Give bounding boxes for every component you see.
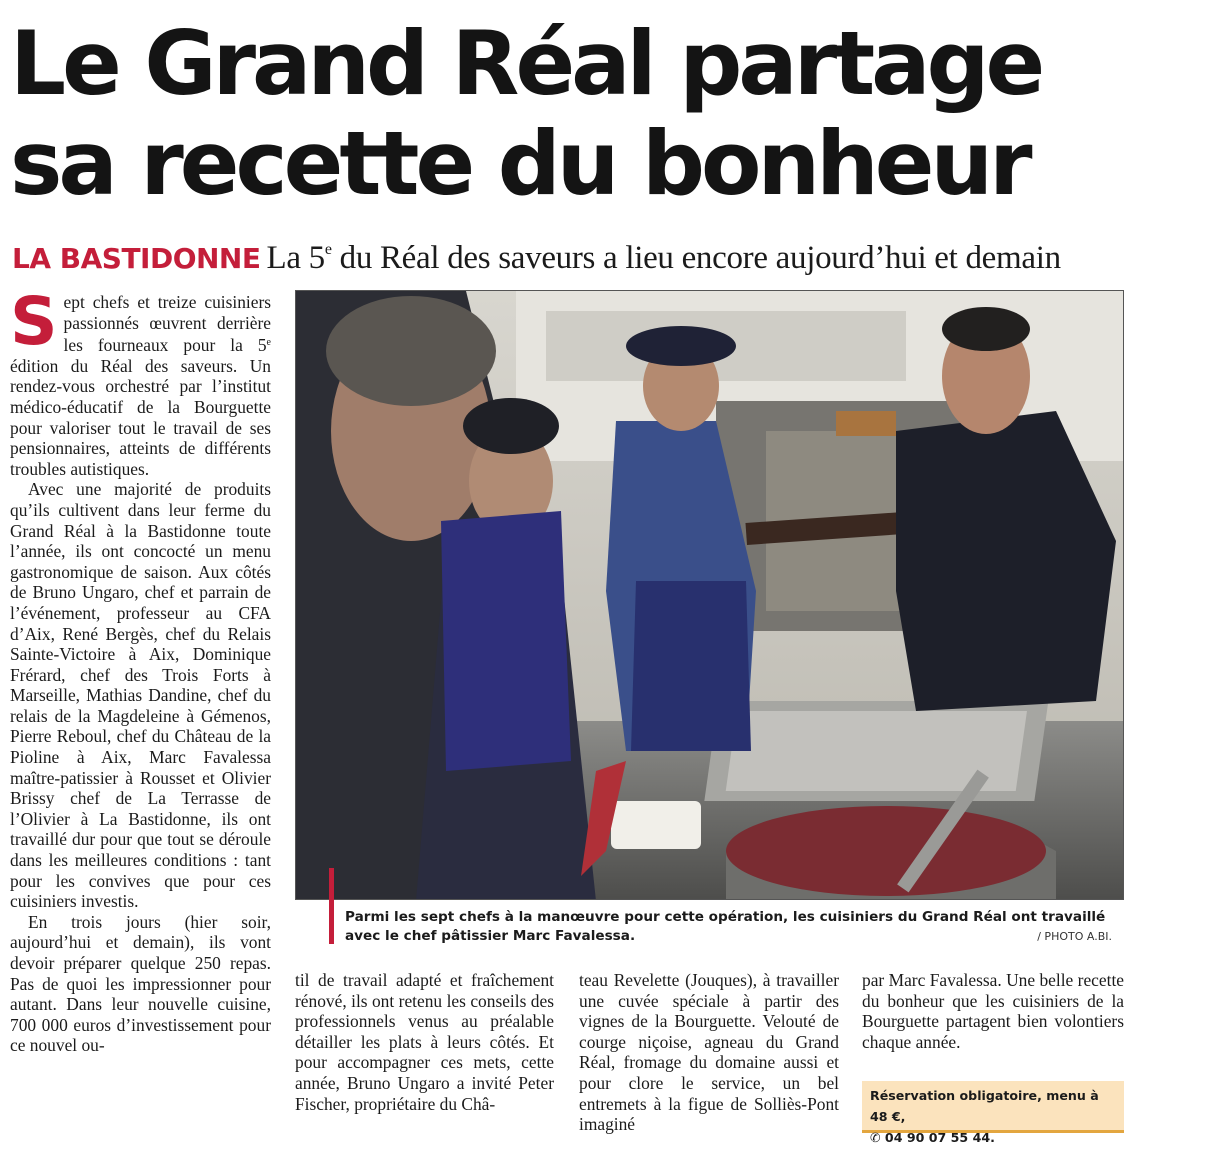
kicker: LA BASTIDONNE	[12, 242, 261, 275]
paragraph-1-sup: e	[266, 337, 271, 349]
column-4-text: par Marc Favalessa. Une belle recette du bonheur que les cuisiniers de la Bourguette partagent bien volontiers chaque année.	[862, 970, 1124, 1052]
reservation-info-box	[862, 1081, 1124, 1145]
kitchen-photo-illustration	[296, 291, 1124, 900]
headline	[10, 14, 1200, 214]
reservation-line: Réservation obligatoire, menu à 48 €,	[870, 1088, 1099, 1124]
paragraph-1-text-a: ept chefs et treize cuisiniers passionnés œuvrent derrière les fourneaux pour la 5	[63, 292, 271, 356]
article-photo	[295, 290, 1124, 900]
drop-cap: S	[10, 283, 58, 360]
deck-text-b: du Réal des saveurs a lieu encore aujourd’hui et demain	[331, 240, 1061, 276]
subhead	[12, 230, 1202, 283]
phone-line: ✆ 04 90 07 55 44.	[870, 1130, 995, 1145]
paragraph-3: En trois jours (hier soir, aujourd’hui et demain), ils vont devoir préparer quelque 250 repas. Pas de quoi les impressionner pour autant. Dans leur nouvelle cuisine, 700 000 euros d’investissement pour ce nouvel ou-	[10, 911, 271, 1056]
column-3-text: teau Revelette (Jouques), à travailler une cuvée spéciale à partir des vignes de la Bourguette. Velouté de courge niçoise, agneau du Grand Réal, fromage du domaine aussi et pour clore le service, un bel entremets à la figue de Solliès-Pont imaginé	[579, 970, 839, 1135]
article-column-3	[579, 970, 839, 1135]
article-column-1	[10, 283, 271, 1056]
headline-line-2: sa recette du bonheur	[10, 112, 1029, 215]
deck-text-a: La 5	[266, 240, 325, 276]
column-2-text: til de travail adapté et fraîchement rénové, ils ont retenu les conseils des professionnels venus au préalable détailler les plats à leurs côtés. Et pour accompagner ces mets, cette année, Bruno Ungaro a invité Peter Fischer, propriétaire du Châ-	[295, 970, 554, 1114]
deck-sup: e	[324, 241, 332, 258]
photo-credit: / PHOTO A.BI.	[1037, 930, 1112, 943]
paragraph-1-text-b: édition du Réal des saveurs. Un rendez-vous orchestré par l’institut médico-éducatif de la Bourguette pour valoriser tout le travail de ses pensionnaires, atteints de différents troubles autistiques.	[10, 355, 271, 479]
paragraph-1	[10, 283, 271, 479]
deck	[267, 240, 1061, 276]
headline-line-1: Le Grand Réal partage	[10, 12, 1042, 115]
article-column-4	[862, 970, 1124, 1052]
paragraph-2: Avec une majorité de produits qu’ils cultivent dans leur ferme du Grand Réal à la Bastidonne toute l’année, ils ont concocté un menu gastronomique de saison. Aux côtés de Bruno Ungaro, chef et parrain de l’événement, professeur au CFA d’Aix, René Bergès, chef du Relais Sainte-Victoire à Aix, Dominique Frérard, chef des Trois Forts à Marseille, Mathias Dandine, chef du relais de la Magdeleine à Gémenos, Pierre Reboul, chef du Château de la Pioline à Aix, Marc Favalessa maître-patissier à Rousset et Olivier Brissy chef de La Terrasse de l’Olivier à La Bastidonne, ils ont travaillé dur pour que tout se déroule dans les meilleures conditions : tant pour les convives que pour ces cuisiniers investis.	[10, 479, 271, 912]
article-column-2	[295, 970, 554, 1114]
photo-caption: Parmi les sept chefs à la manœuvre pour cette opération, les cuisiniers du Grand Réal ont travaillé avec le chef pâtissier Marc Favalessa.	[345, 909, 1106, 944]
caption-accent-bar	[329, 868, 334, 944]
